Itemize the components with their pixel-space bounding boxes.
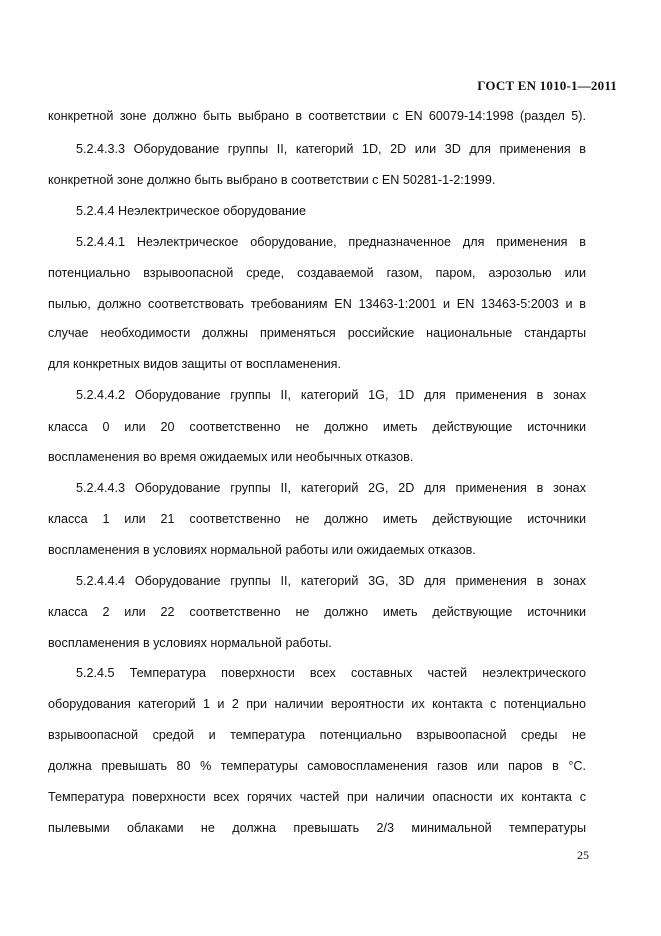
text-line: воспламенения во время ожидаемых или необычных отказов.	[48, 450, 414, 464]
text-line: должна превышать 80 % температуры самовоспламенения газов или паров в °С.	[48, 759, 586, 773]
section-heading: 5.2.4.4 Неэлектрическое оборудование	[76, 204, 306, 218]
text-line: 5.2.4.4.1 Неэлектрическое оборудование, предназначенное для применения в	[76, 235, 586, 249]
text-line: оборудования категорий 1 и 2 при наличии вероятности их контакта с потенциально	[48, 697, 586, 711]
text-line: 5.2.4.4.3 Оборудование группы II, категорий 2G, 2D для применения в зонах	[76, 481, 586, 495]
text-line: потенциально взрывоопасной среде, создаваемой газом, паром, аэрозолью или	[48, 266, 586, 280]
text-line: 5.2.4.3.3 Оборудование группы II, категорий 1D, 2D или 3D для применения в	[76, 142, 586, 156]
text-line: случае необходимости должны применяться российские национальные стандарты	[48, 326, 586, 340]
text-line: конкретной зоне должно быть выбрано в соответствии с EN 60079-14:1998 (раздел 5).	[48, 109, 586, 123]
text-line: 5.2.4.5 Температура поверхности всех составных частей неэлектрического	[76, 666, 586, 680]
text-line: класса 1 или 21 соответственно не должно иметь действующие источники	[48, 512, 586, 526]
standard-header: ГОСТ EN 1010-1—2011	[477, 78, 617, 93]
text-line: для конкретных видов защиты от воспламенения.	[48, 357, 342, 371]
page-number: 25	[577, 848, 589, 862]
text-line: Температура поверхности всех горячих частей при наличии опасности их контакта с	[48, 790, 586, 804]
text-line: класса 0 или 20 соответственно не должно иметь действующие источники	[48, 420, 586, 434]
text-line: пылевыми облаками не должна превышать 2/3 минимальной температуры	[48, 821, 586, 835]
text-line: 5.2.4.4.4 Оборудование группы II, категорий 3G, 3D для применения в зонах	[76, 574, 586, 588]
text-line: воспламенения в условиях нормальной работы.	[48, 636, 332, 650]
text-line: 5.2.4.4.2 Оборудование группы II, категорий 1G, 1D для применения в зонах	[76, 388, 586, 402]
text-line: воспламенения в условиях нормальной работы или ожидаемых отказов.	[48, 543, 476, 557]
text-line: пылью, должно соответствовать требованиям EN 13463-1:2001 и EN 13463-5:2003 и в	[48, 297, 586, 311]
text-line: взрывоопасной средой и температура потенциально взрывоопасной среды не	[48, 728, 586, 742]
text-line: конкретной зоне должно быть выбрано в соответствии с EN 50281-1-2:1999.	[48, 173, 496, 187]
text-line: класса 2 или 22 соответственно не должно иметь действующие источники	[48, 605, 586, 619]
